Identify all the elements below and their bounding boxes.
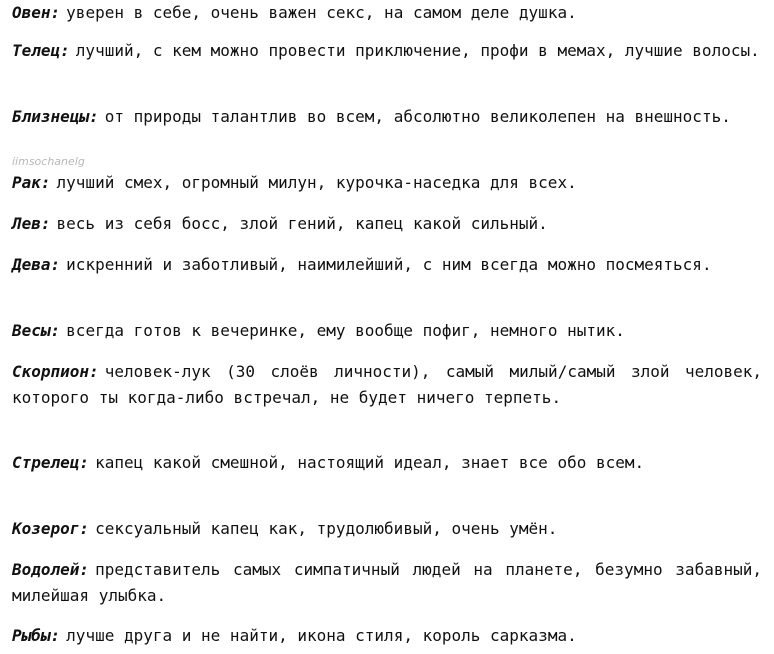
entry-libra <box>12 318 762 344</box>
entry-aries <box>12 0 762 26</box>
sign-label: Рак: <box>12 173 51 192</box>
entry-sagittarius <box>12 450 762 476</box>
sign-label: Овен: <box>12 3 61 22</box>
sign-description: капец какой смешной, настоящий идеал, знает все обо всем. <box>95 453 645 472</box>
sign-label: Лев: <box>12 214 51 233</box>
sign-description: лучший, с кем можно провести приключение, профи в мемах, лучшие волосы. <box>75 41 760 60</box>
sign-description: искренний и заботливый, наимилейший, с ним всегда можно посмеяться. <box>66 255 712 274</box>
entry-aquarius <box>12 557 762 609</box>
entry-cancer <box>12 170 762 196</box>
entry-capricorn <box>12 516 762 542</box>
sign-description: весь из себя босс, злой гений, капец какой сильный. <box>56 214 548 233</box>
sign-description: лучший смех, огромный милун, курочка-наседка для всех. <box>56 173 577 192</box>
sign-label: Весы: <box>12 321 61 340</box>
sign-description: сексуальный капец как, трудолюбивый, очень умён. <box>95 519 558 538</box>
sign-label: Телец: <box>12 41 70 60</box>
sign-description: человек-лук (30 слоёв личности), самый милый/самый злой человек, которого ты когда-либо встречал, не будет ничего терпеть. <box>12 362 762 407</box>
sign-label: Козерог: <box>12 519 90 538</box>
sign-label: Скорпион: <box>12 362 99 381</box>
sign-label: Стрелец: <box>12 453 90 472</box>
entry-virgo <box>12 252 762 278</box>
entry-scorpio <box>12 359 762 411</box>
entry-leo <box>12 211 762 237</box>
sign-description: лучше друга и не найти, икона стиля, король сарказма. <box>66 626 577 645</box>
watermark-text: iimsochanelg <box>12 155 85 168</box>
sign-description: от природы талантлив во всем, абсолютно великолепен на внешность. <box>104 107 731 126</box>
sign-description: представитель самых симпатичный людей на планете, безумно забавный, милейшая улыбка. <box>12 560 762 605</box>
entry-taurus <box>12 38 762 64</box>
sign-label: Близнецы: <box>12 107 99 126</box>
sign-label: Дева: <box>12 255 61 274</box>
sign-label: Рыбы: <box>12 626 61 645</box>
entry-pisces <box>12 623 762 649</box>
sign-description: уверен в себе, очень важен секс, на самом деле душка. <box>66 3 577 22</box>
entry-gemini <box>12 104 762 130</box>
sign-description: всегда готов к вечеринке, ему вообще пофиг, немного нытик. <box>66 321 625 340</box>
sign-label: Водолей: <box>12 560 90 579</box>
